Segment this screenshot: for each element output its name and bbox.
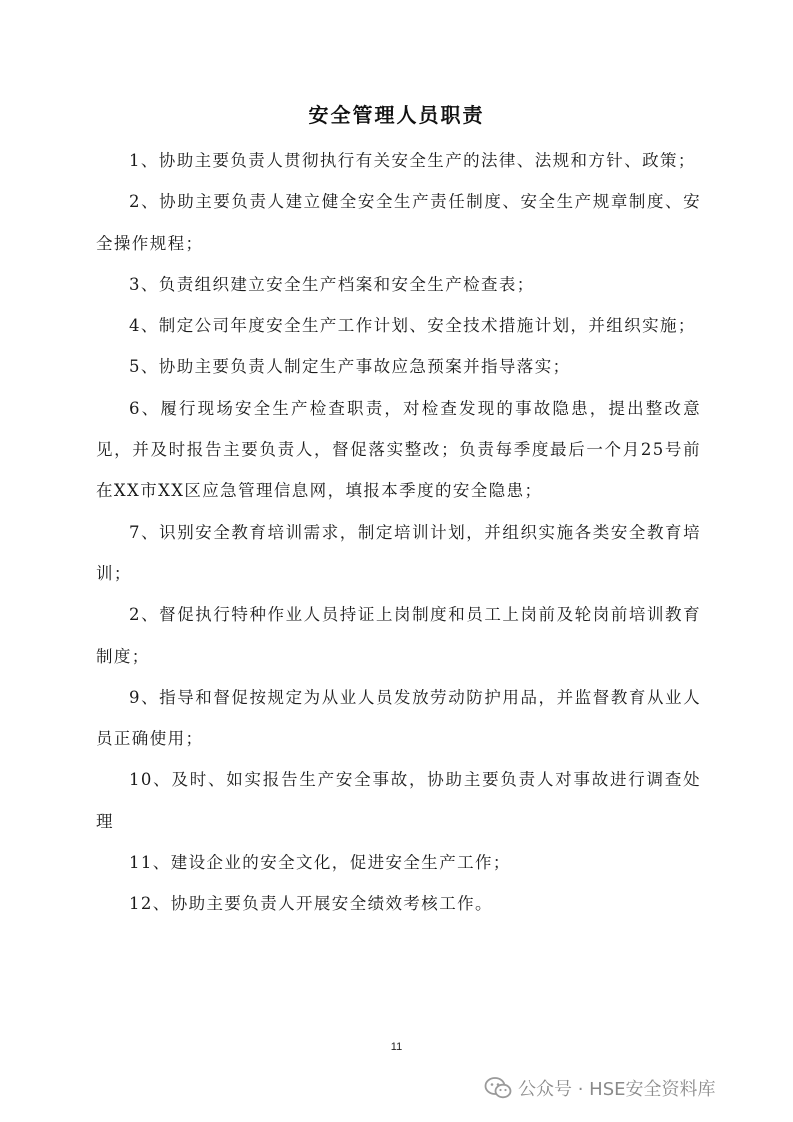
- paragraph-4: 4、制定公司年度安全生产工作计划、安全技术措施计划，并组织实施；: [129, 316, 696, 336]
- paragraph-1: 1、协助主要负责人贯彻执行有关安全生产的法律、法规和方针、政策；: [129, 151, 696, 170]
- paragraph-5: 5、协助主要负责人制定生产事故应急预案并指导落实；: [129, 357, 571, 377]
- paragraph-10: 10、及时、如实报告生产安全事故，协助主要负责人对事故进行调查处理: [96, 770, 701, 831]
- document-body: [96, 140, 701, 925]
- paragraph-12: 12、协助主要负责人开展安全绩效考核工作。: [129, 894, 493, 914]
- wechat-icon: [484, 1076, 512, 1100]
- watermark-text: 公众号 · HSE安全资料库: [518, 1079, 716, 1100]
- paragraph-8: 2、督促执行特种作业人员持证上岗制度和员工上岗前及轮岗前培训教育制度；: [96, 605, 701, 666]
- watermark: [484, 1074, 716, 1102]
- paragraph-9: 9、指导和督促按规定为从业人员发放劳动防护用品，并监督教育从业人员正确使用；: [96, 687, 701, 749]
- paragraph-3: 3、负责组织建立安全生产档案和安全生产检查表；: [129, 274, 535, 294]
- paragraph-7: 7、识别安全教育培训需求，制定培训计划，并组织实施各类安全教育培训；: [96, 522, 701, 583]
- page-title: 安全管理人员职责: [308, 103, 485, 127]
- paragraph-11: 11、建设企业的安全文化，促进安全生产工作；: [129, 853, 511, 873]
- page-number: 11: [390, 1041, 403, 1053]
- paragraph-6: 6、履行现场安全生产检查职责，对检查发现的事故隐患，提出整改意见，并及时报告主要负责人，督促落实整改；负责每季度最后一个月25号前在XX市XX区应急管理信息网，填报本季度的安全隐患；: [96, 398, 701, 501]
- paragraph-2: 2、协助主要负责人建立健全安全生产责任制度、安全生产规章制度、安全操作规程；: [96, 192, 701, 253]
